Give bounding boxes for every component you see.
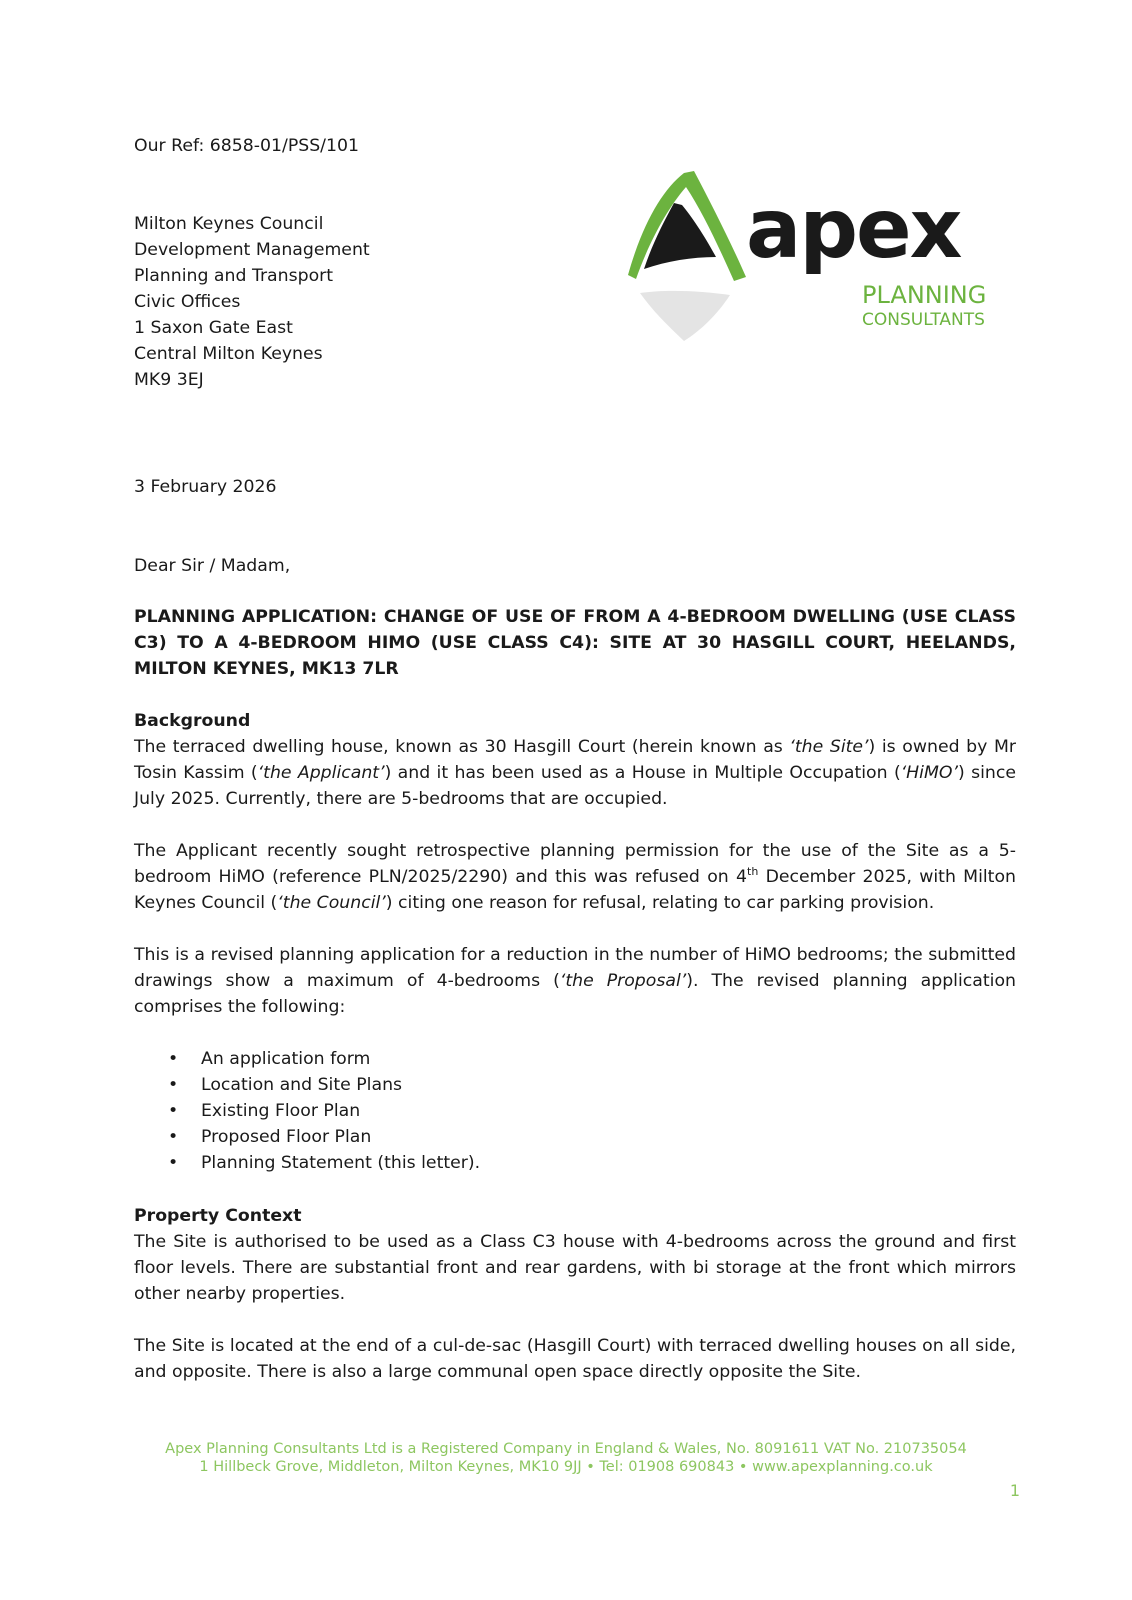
text: The terraced dwelling house, known as 30 Hasgill Court (herein known as (134, 737, 790, 757)
our-ref: Our Ref: 6858-01/PSS/101 (134, 136, 359, 156)
text: The Applicant recently sought retrospective planning permission for the use of the Site as a 5-bedroom HiMO (reference PLN/2025/2290) and this was refused on 4 (134, 841, 1016, 887)
letter-title: PLANNING APPLICATION: CHANGE OF USE OF FROM A 4-BEDROOM DWELLING (USE CLASS C3) TO A 4-BEDROOM HIMO (USE CLASS C4): SITE AT 30 HASGILL COURT, HEELANDS, MILTON KEYNES, MK13 7LR (134, 607, 1016, 679)
section-heading-background: Background (134, 711, 251, 731)
italic-term: ‘HiMO’ (900, 763, 958, 783)
address-line: Civic Offices (134, 292, 241, 312)
address-line: Milton Keynes Council (134, 214, 324, 234)
text: ) is owned by Mr Tosin Kassim ( (134, 737, 1016, 783)
address-line: Central Milton Keynes (134, 344, 323, 364)
ordinal-suffix: th (747, 865, 759, 879)
list-item: • Existing Floor Plan (134, 1098, 1016, 1124)
address-line: 1 Saxon Gate East (134, 318, 293, 338)
text: ) since July 2025. Currently, there are 5-bedrooms that are occupied. (134, 763, 1016, 809)
text: ) and it has been used as a House in Multiple Occupation ( (384, 763, 901, 783)
footer-contact-info: 1 Hillbeck Grove, Middleton, Milton Keynes, MK10 9JJ • Tel: 01908 690843 • www.apexplanning.co.uk (199, 1459, 933, 1475)
text: ). The revised planning application comprises the following: (134, 971, 1016, 1017)
list-item: • An application form (134, 1046, 1016, 1072)
salutation: Dear Sir / Madam, (134, 556, 291, 576)
text: ) citing one reason for refusal, relating to car parking provision. (385, 893, 935, 913)
text: December 2025, with Milton Keynes Council ( (134, 867, 1016, 913)
background-paragraph-2 (134, 838, 1016, 916)
section-heading-property-context: Property Context (134, 1206, 302, 1226)
letter-body (134, 133, 1016, 1440)
italic-term: ‘the Proposal’ (559, 971, 687, 991)
background-paragraph-3 (134, 942, 1016, 1020)
letter-sheet (0, 133, 1132, 1502)
italic-term: ‘the Council’ (277, 893, 386, 913)
italic-term: ‘the Applicant’ (257, 763, 385, 783)
italic-term: ‘the Site’ (789, 737, 869, 757)
application-documents-list (134, 1046, 1016, 1176)
list-item: • Proposed Floor Plan (134, 1124, 1016, 1150)
text: This is a revised planning application for a reduction in the number of HiMO bedrooms; the submitted drawings show a maximum of 4-bedrooms ( (134, 945, 1016, 991)
footer-company-info: Apex Planning Consultants Ltd is a Registered Company in England & Wales, No. 8091611 VAT No. 210735054 (165, 1441, 967, 1457)
svg-text:PLANNING: PLANNING (862, 281, 987, 309)
address-line: MK9 3EJ (134, 370, 204, 390)
svg-text:CONSULTANTS: CONSULTANTS (862, 310, 985, 330)
address-line: Development Management (134, 240, 370, 260)
recipient-address (134, 211, 1016, 393)
list-item: • Planning Statement (this letter). (134, 1150, 1016, 1176)
letter-date: 3 February 2026 (134, 477, 277, 497)
svg-text:apex: apex (746, 182, 961, 277)
background-paragraph-1 (134, 734, 1016, 812)
property-paragraph-2: The Site is located at the end of a cul-de-sac (Hasgill Court) with terraced dwelling houses on all side, and opposite. There is also a large communal open space directly opposite the Site. (134, 1336, 1016, 1382)
page-number: 1 (1009, 1481, 1020, 1500)
address-line: Planning and Transport (134, 266, 334, 286)
list-item: • Location and Site Plans (134, 1072, 1016, 1098)
property-paragraph-1: The Site is authorised to be used as a Class C3 house with 4-bedrooms across the ground and first floor levels. There are substantial front and rear gardens, with bi storage at the front which mirrors other nearby properties. (134, 1232, 1016, 1304)
